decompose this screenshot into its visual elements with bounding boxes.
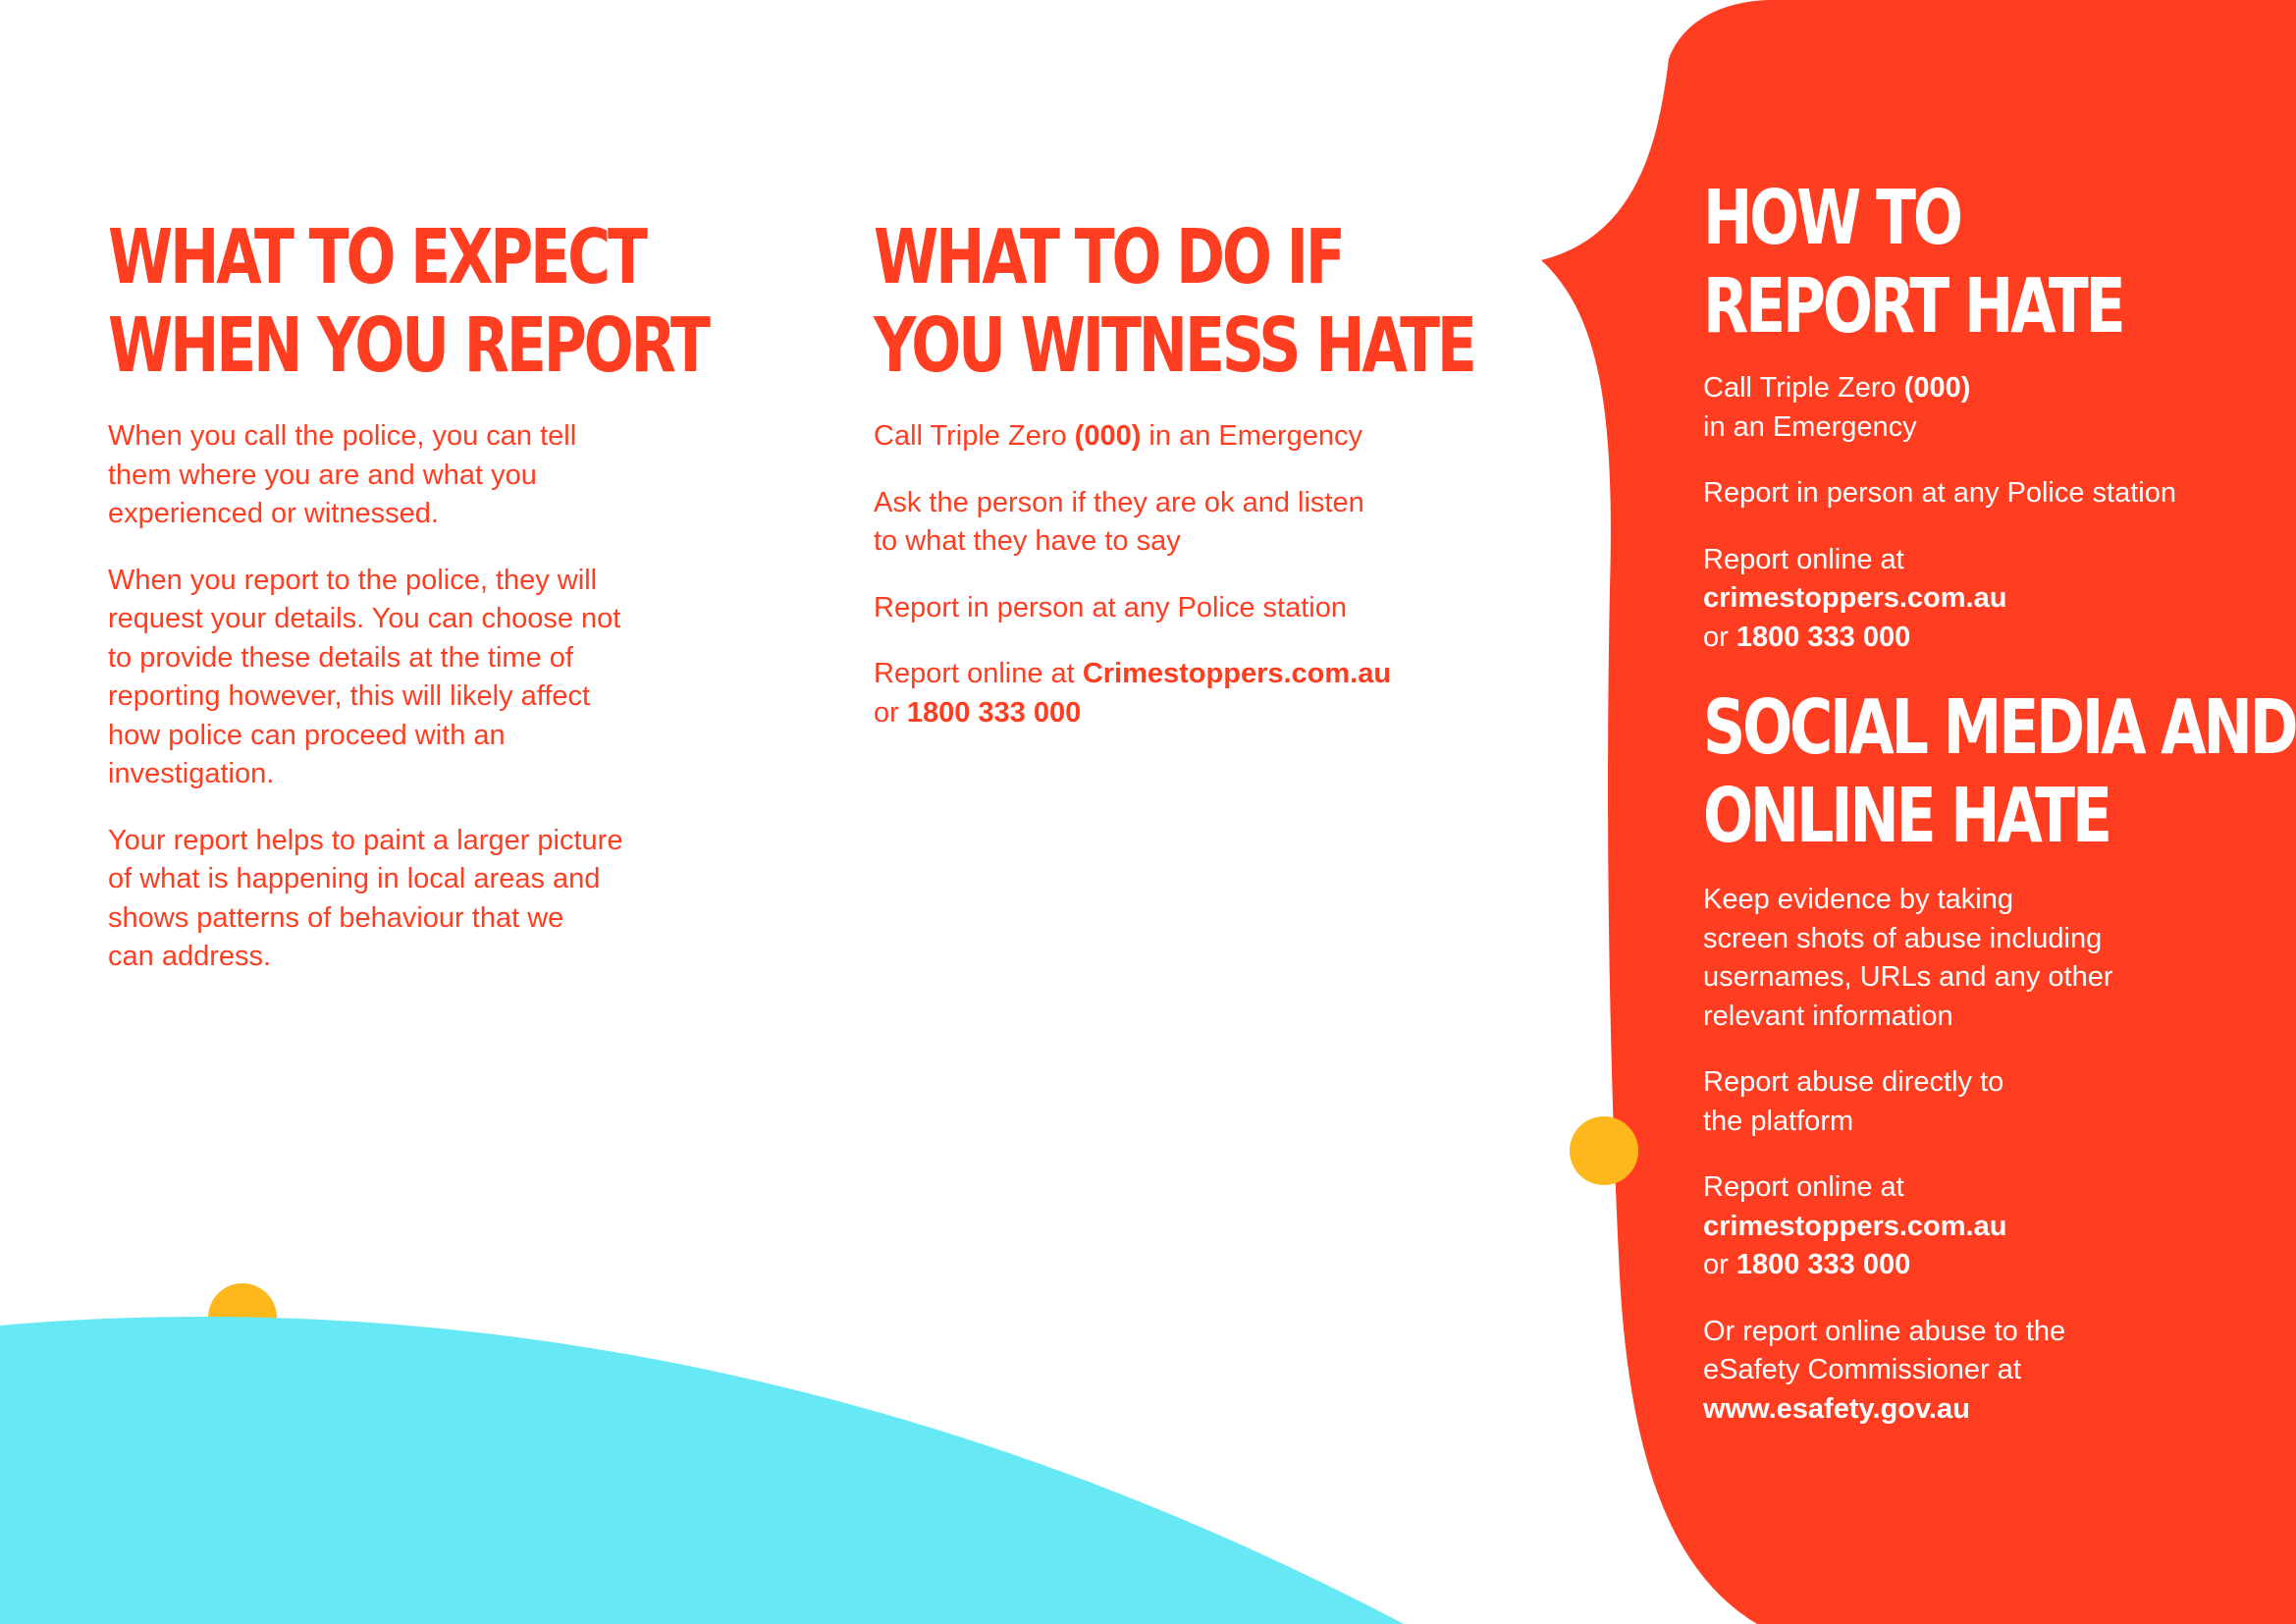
report-item-call: Call Triple Zero (000) in an Emergency: [1703, 372, 1971, 443]
social-item-platform: Report abuse directly to the platform: [1703, 1066, 2004, 1137]
social-item-esafety: Or report online abuse to the eSafety Commissioner at www.esafety.gov.au: [1703, 1313, 2263, 1430]
phone-number: 1800 333 000: [906, 696, 1082, 729]
phone-number: 1800 333 000: [1735, 1249, 1911, 1280]
what-to-expect-section: [108, 214, 708, 1004]
witness-hate-section: [874, 214, 1474, 760]
crimestoppers-link[interactable]: crimestoppers.com.au: [1703, 582, 2007, 614]
how-to-report-heading: HOW TO REPORT HATE: [1703, 175, 2123, 351]
crimestoppers-link[interactable]: crimestoppers.com.au: [1703, 1210, 2007, 1242]
phone-number: 1800 333 000: [1735, 621, 1911, 653]
crimestoppers-link[interactable]: Crimestoppers.com.au: [1082, 658, 1392, 689]
witness-item-call: Call Triple Zero (000) in an Emergency: [874, 420, 1363, 452]
witness-item-ask: Ask the person if they are ok and listen to what they have to say: [874, 486, 1364, 557]
expect-paragraph-details: When you report to the police, they will request your details. You can choose not to provide these details at the time of reporting however, this will likely affect how police can proceed with an investigation.: [108, 564, 621, 789]
report-item-in-person: Report in person at any Police station: [1703, 477, 2176, 509]
blue-wave-shape: [0, 1317, 1404, 1624]
what-to-expect-heading: WHAT TO EXPECT WHEN YOU REPORT: [108, 214, 708, 390]
witness-hate-heading: WHAT TO DO IF YOU WITNESS HATE: [874, 214, 1474, 390]
how-to-report-section: [1703, 175, 2296, 1456]
yellow-dot-right: [1570, 1116, 1638, 1185]
social-item-online: Report online at crimestoppers.com.au or 1800 333 000: [1703, 1168, 2263, 1285]
expect-paragraph-picture: Your report helps to paint a larger picture of what is happening in local areas and shows patterns of behaviour that we can address.: [108, 824, 623, 972]
social-item-evidence: Keep evidence by taking screen shots of abuse including usernames, URLs and any other relevant information: [1703, 884, 2113, 1032]
expect-paragraph-call: When you call the police, you can tell them where you are and what you experienced or witnessed.: [108, 420, 577, 529]
witness-item-in-person: Report in person at any Police station: [874, 591, 1347, 623]
witness-item-online: Report online at Crimestoppers.com.au or 1800 333 000: [874, 658, 1392, 729]
social-media-heading: SOCIAL MEDIA AND ONLINE HATE: [1703, 684, 2296, 860]
report-item-online: Report online at crimestoppers.com.au or 1800 333 000: [1703, 541, 2263, 658]
esafety-link[interactable]: www.esafety.gov.au: [1703, 1392, 1970, 1425]
